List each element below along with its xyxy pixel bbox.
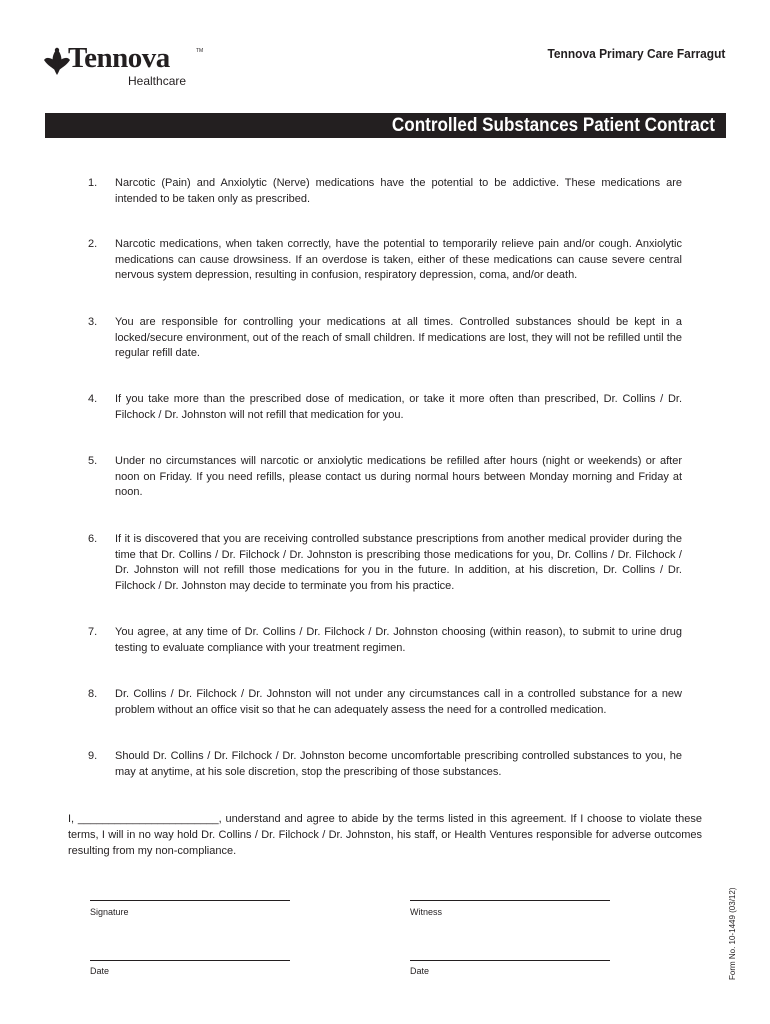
term-text: You are responsible for controlling your medications at all times. Controlled substances should be kept in a locked/secure environment, out of the reach of small children. If medications are lost, they will not be refilled until the regular refill date. [115, 316, 682, 359]
witness-label: Witness [410, 907, 443, 917]
clinic-name: Tennova Primary Care Farragut [547, 46, 725, 61]
form-number: Form No. 10-1449 (03/12) [728, 887, 737, 980]
leaf-icon [44, 47, 70, 77]
term-text: Narcotic (Pain) and Anxiolytic (Nerve) medications have the potential to be addictive. These medications are intended to be taken only as prescribed. [115, 177, 682, 205]
term-number: 8. [88, 688, 98, 700]
term-number: 7. [88, 626, 98, 638]
term-number: 6. [88, 533, 98, 545]
signature-label: Signature [90, 907, 129, 917]
brand-subtitle: Healthcare [128, 74, 187, 88]
witness-date-line[interactable] [410, 960, 610, 961]
term-text: You agree, at any time of Dr. Collins / Dr. Filchock / Dr. Johnston choosing (within reason), to submit to urine drug testing to evaluate compliance with your treatment regimen. [115, 626, 682, 654]
term-text: Narcotic medications, when taken correctly, have the potential to temporarily relieve pain and/or cough. Anxiolytic medications can cause drowsiness. If an overdose is taken, either of these medications can cause severe central nervous system depression, resulting in confusion, respiratory depression, coma, and/or death. [115, 238, 682, 281]
term-text: Dr. Collins / Dr. Filchock / Dr. Johnston will not under any circumstances call in a controlled substance for a new problem without an office visit so that he can adequately assess the need for a controlled medication. [115, 688, 682, 716]
signature-date-line[interactable] [90, 960, 290, 961]
witness-date-label: Date [410, 966, 430, 976]
term-number: 2. [88, 238, 98, 250]
agreement-paragraph: I, _______________________, understand and agree to abide by the terms listed in this agreement. If I choose to violate these terms, I will in no way hold Dr. Collins / Dr. Filchock / Dr. Johnston, his staff, or Health Ventures responsible for adverse outcomes resulting from my non-compliance. [68, 813, 702, 857]
brand-trademark: TM [196, 48, 204, 54]
term-text: If you take more than the prescribed dose of medication, or take it more often than prescribed, Dr. Collins / Dr. Filchock / Dr. Johnston will not refill that medication for you. [115, 393, 682, 421]
term-number: 1. [88, 177, 98, 189]
term-text: If it is discovered that you are receiving controlled substance prescriptions from another medical provider during the time that Dr. Collins / Dr. Filchock / Dr. Johnston is prescribing those medications for you, Dr. Collins / Dr. Filchock / Dr. Johnston will not refill those medications for you in the future. In addition, at his discretion, Dr. Collins / Dr. Filchock / Dr. Johnston may decide to terminate you from his practice. [115, 533, 682, 592]
tennova-logo [44, 44, 204, 90]
term-number: 4. [88, 393, 98, 405]
term-number: 5. [88, 455, 98, 467]
brand-name: Tennova [68, 42, 170, 74]
signature-line[interactable] [90, 900, 290, 901]
document-title: Controlled Substances Patient Contract [391, 115, 715, 136]
term-text: Under no circumstances will narcotic or anxiolytic medications be refilled after hours (night or weekends) or after noon on Friday. If you need refills, please contact us during normal hours between Monday morning and Friday at noon. [115, 455, 682, 498]
term-number: 9. [88, 750, 98, 762]
signature-date-label: Date [90, 966, 110, 976]
witness-line[interactable] [410, 900, 610, 901]
title-bar [45, 113, 726, 138]
term-number: 3. [88, 316, 98, 328]
term-text: Should Dr. Collins / Dr. Filchock / Dr. Johnston become uncomfortable prescribing controlled substances to you, he may at anytime, at his sole discretion, stop the prescribing of those substances. [115, 750, 682, 778]
